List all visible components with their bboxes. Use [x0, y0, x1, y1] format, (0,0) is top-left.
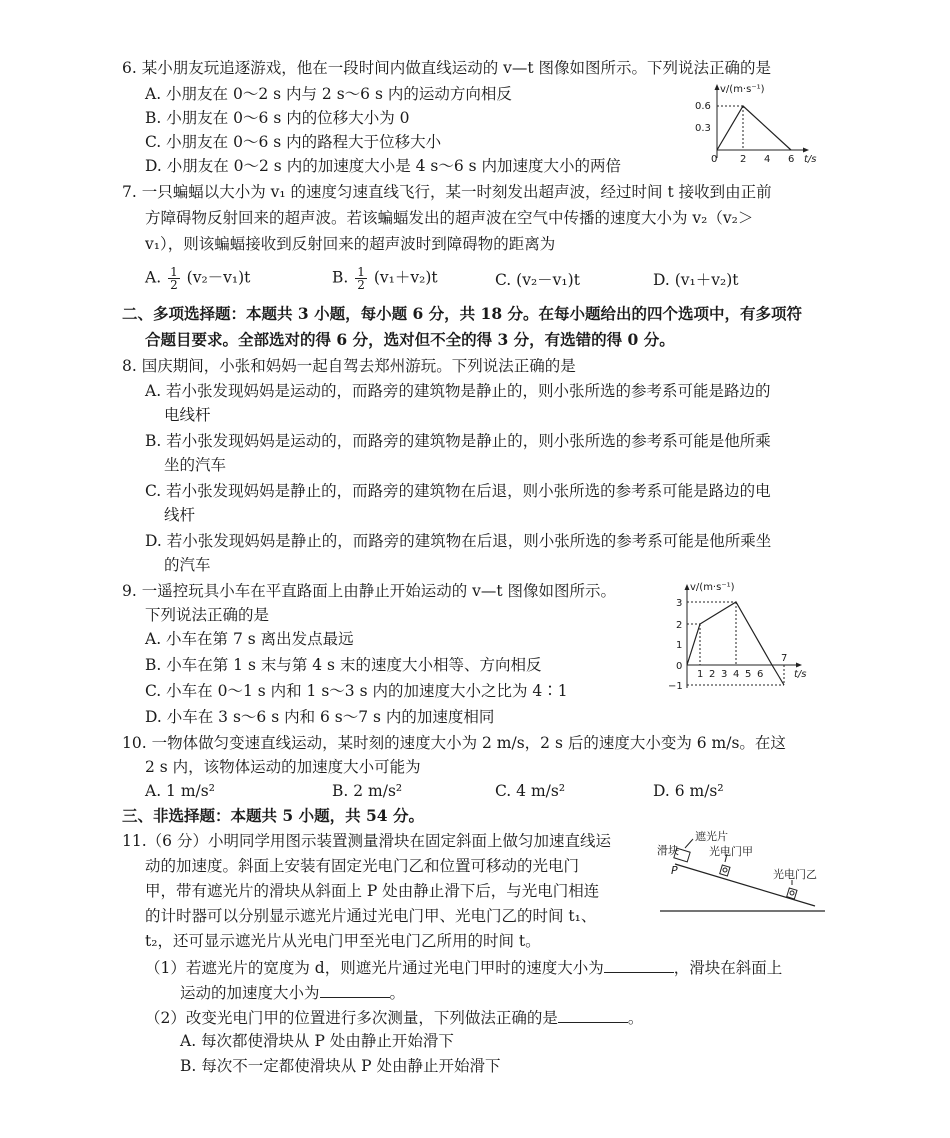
section-2-header-line-2: 合题目要求。全部选对的得 6 分，选对但不全的得 3 分，有选错的得 0 分。 — [145, 330, 675, 349]
q9-graph-xtick: 4 — [733, 669, 740, 680]
q6-graph-xtick: 4 — [764, 154, 771, 165]
q11-part-2-text: （2）改变光电门甲的位置进行多次测量，下列做法正确的是 — [145, 1009, 558, 1027]
q8-option-b-cont: 坐的汽车 — [164, 456, 227, 474]
q10-option-b: B. 2 m/s² — [332, 782, 403, 800]
q9-graph-ytick: 3 — [676, 598, 683, 609]
q7-option-a-expr: (v₂－v₁)t — [186, 268, 251, 287]
q11-label-p: P — [671, 864, 678, 877]
q9-graph-origin: 0 — [676, 661, 683, 672]
q8-option-a: A. 若小张发现妈妈是运动的，而路旁的建筑物是静止的，则小张所选的参考系可能是路边的 — [145, 382, 771, 400]
q10-option-a: A. 1 m/s² — [145, 782, 215, 800]
q11-part-1-end: 。 — [389, 984, 406, 1002]
q11-part-1-text: （1）若遮光片的宽度为 d，则遮光片通过光电门甲时的速度大小为 — [145, 959, 604, 977]
q6-graph-origin: 0 — [711, 154, 718, 165]
q7-option-b-expr: (v₁＋v₂)t — [373, 268, 438, 287]
q11-part-2-blank[interactable] — [558, 1006, 628, 1023]
q7-option-a-fraction: $\frac{1}{2}$ — [170, 265, 178, 292]
q6-graph-ytick: 0.6 — [695, 101, 711, 112]
q11-incline-diagram — [655, 826, 830, 921]
q9-graph-xtick: 5 — [745, 669, 752, 680]
q9-graph-xlabel: t/s — [794, 669, 807, 680]
q11-option-b: B. 每次不一定都使滑块从 P 处由静止开始滑下 — [180, 1057, 501, 1075]
q8-stem: 8. 国庆期间，小张和妈妈一起自驾去郑州游玩。下列说法正确的是 — [122, 357, 576, 375]
q6-stem: 6. 某小朋友玩追逐游戏，他在一段时间内做直线运动的 v—t 图像如图所示。下列说法正确的是 — [122, 59, 772, 77]
q8-option-b: B. 若小张发现妈妈是运动的，而路旁的建筑物是静止的，则小张所选的参考系可能是他所乘 — [145, 432, 771, 450]
q9-option-d: D. 小车在 3 s～6 s 内和 6 s～7 s 内的加速度相同 — [145, 708, 495, 726]
q8-option-c-cont: 线杆 — [164, 506, 196, 524]
q10-option-c: C. 4 m/s² — [495, 782, 566, 800]
q6-option-d: D. 小朋友在 0～2 s 内的加速度大小是 4 s～6 s 内加速度大小的两倍 — [145, 157, 622, 175]
q9-stem-1: 9. 一遥控玩具小车在平直路面上由静止开始运动的 v—t 图像如图所示。 — [122, 582, 617, 600]
q6-graph-ylabel: v/(m·s⁻¹) — [720, 84, 765, 95]
q9-graph-xtick: 7 — [781, 653, 788, 664]
q9-option-a: A. 小车在第 7 s 离出发点最远 — [145, 630, 354, 648]
q11-option-a: A. 每次都使滑块从 P 处由静止开始滑下 — [180, 1032, 454, 1050]
q7-option-b — [332, 266, 438, 291]
q9-option-b: B. 小车在第 1 s 末与第 4 s 末的速度大小相等、方向相反 — [145, 656, 542, 674]
q9-graph-xtick: 6 — [757, 669, 764, 680]
q7-option-a-label: A. — [145, 268, 162, 287]
q7-line-3: v₁），则该蝙蝠接收到反射回来的超声波时到障碍物的距离为 — [145, 235, 556, 253]
q8-option-a-cont: 电线杆 — [164, 406, 211, 424]
q6-graph-ytick: 0.3 — [695, 123, 711, 134]
q11-line-2: 动的加速度。斜面上安装有固定光电门乙和位置可移动的光电门 — [145, 857, 580, 875]
q7-line-1: 7. 一只蝙蝠以大小为 v₁ 的速度匀速直线飞行，某一时刻发出超声波，经过时间 t 接收到由正前 — [122, 183, 772, 201]
q7-option-b-label: B. — [332, 268, 349, 287]
q7-option-b-fraction: $\frac{1}{2}$ — [357, 265, 365, 292]
section-3-header: 三、非选择题：本题共 5 小题，共 54 分。 — [122, 806, 424, 825]
q11-line-5: t₂，还可显示遮光片从光电门甲至光电门乙所用的时间 t。 — [145, 932, 541, 950]
q9-graph-xtick: 3 — [721, 669, 728, 680]
q9-graph-xtick: 1 — [697, 669, 704, 680]
q11-part-2 — [145, 1006, 643, 1028]
q9-option-c: C. 小车在 0～1 s 内和 1 s～3 s 内的加速度大小之比为 4∶1 — [145, 682, 568, 700]
q9-stem-2: 下列说法正确的是 — [145, 606, 270, 624]
q11-label-gate-a: 光电门甲 — [709, 845, 753, 858]
q6-graph-xlabel: t/s — [804, 154, 817, 165]
q9-graph-ytick: 1 — [676, 640, 683, 651]
q11-label-shade: 遮光片 — [695, 830, 728, 843]
q6-graph-xtick: 2 — [740, 154, 747, 165]
q9-graph-ylabel: v/(m·s⁻¹) — [690, 582, 735, 593]
q7-option-a — [145, 266, 250, 291]
q11-part-1-blank-1[interactable] — [604, 956, 674, 973]
q7-option-d: D. (v₁＋v₂)t — [653, 271, 739, 289]
q10-option-d: D. 6 m/s² — [653, 782, 724, 800]
q10-line-1: 10. 一物体做匀变速直线运动，某时刻的速度大小为 2 m/s，2 s 后的速度大小变为 6 m/s。在这 — [122, 734, 786, 752]
q11-part-2-end: 。 — [627, 1009, 644, 1027]
q8-option-d-cont: 的汽车 — [164, 556, 211, 574]
q11-part-1 — [145, 956, 782, 978]
q6-option-a: A. 小朋友在 0～2 s 内与 2 s～6 s 内的运动方向相反 — [145, 85, 512, 103]
q6-vt-graph — [695, 78, 830, 170]
section-2-header-line-1: 二、多项选择题：本题共 3 小题，每小题 6 分，共 18 分。在每小题给出的四个选项中，有多项符 — [122, 304, 803, 323]
q6-option-b: B. 小朋友在 0～6 s 内的位移大小为 0 — [145, 109, 410, 127]
q10-line-2: 2 s 内，该物体运动的加速度大小可能为 — [145, 758, 421, 776]
q7-option-c: C. (v₂－v₁)t — [495, 271, 580, 289]
q11-part-1-cont — [180, 981, 405, 1003]
q11-line-1: 11.（6 分）小明同学用图示装置测量滑块在固定斜面上做匀加速直线运 — [122, 832, 611, 850]
q11-part-1-blank-2[interactable] — [320, 981, 390, 998]
q7-line-2: 方障碍物反射回来的超声波。若该蝙蝠发出的超声波在空气中传播的速度大小为 v₂（v₂＞ — [145, 209, 754, 227]
q11-label-gate-b: 光电门乙 — [773, 868, 817, 881]
q11-part-1-text-3: 运动的加速度大小为 — [180, 984, 320, 1002]
q9-graph-xtick: 2 — [709, 669, 716, 680]
q8-option-c: C. 若小张发现妈妈是静止的，而路旁的建筑物在后退，则小张所选的参考系可能是路边的电 — [145, 482, 771, 500]
q9-graph-ytick: 2 — [676, 620, 683, 631]
q11-line-3: 甲，带有遮光片的滑块从斜面上 P 处由静止滑下后，与光电门相连 — [145, 882, 600, 900]
q11-line-4: 的计时器可以分别显示遮光片通过光电门甲、光电门乙的时间 t₁、 — [145, 907, 597, 925]
q11-part-1-text-2: ，滑块在斜面上 — [673, 959, 783, 977]
q9-graph-ytick: −1 — [668, 681, 683, 692]
q9-vt-graph — [666, 578, 826, 693]
q8-option-d: D. 若小张发现妈妈是静止的，而路旁的建筑物在后退，则小张所选的参考系可能是他所乘坐 — [145, 532, 772, 550]
q6-option-c: C. 小朋友在 0～6 s 内的路程大于位移大小 — [145, 133, 442, 151]
q6-graph-xtick: 6 — [788, 154, 795, 165]
q11-label-block: 滑块 — [657, 844, 679, 857]
